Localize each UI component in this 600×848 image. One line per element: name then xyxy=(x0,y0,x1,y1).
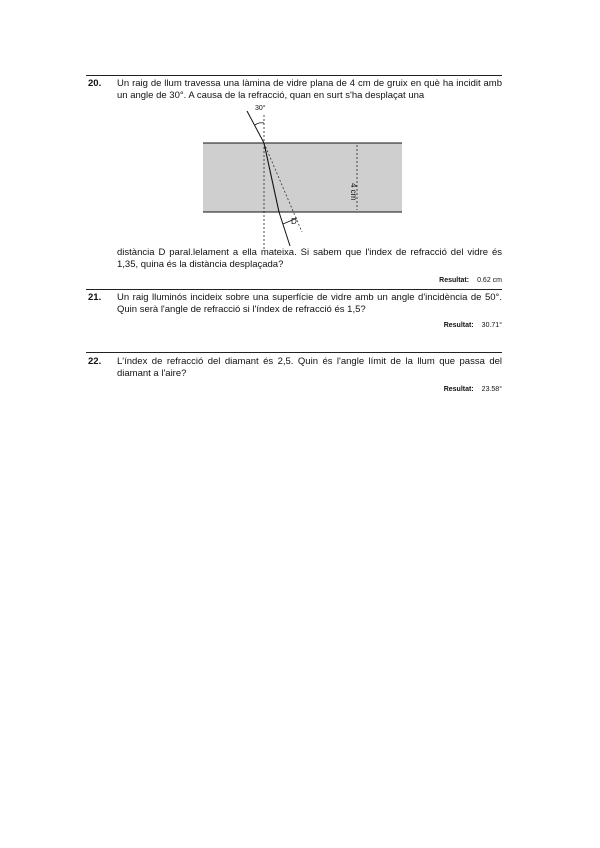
problem-21-number: 21. xyxy=(88,292,102,303)
problem-21-statement: Un raig lluminós incideix sobre una superfície de vidre amb un angle d'incidència de 50°. Quin serà l'angle de refracció si l'índex de refracció és 1,5? xyxy=(117,292,502,315)
glass-slab xyxy=(203,143,402,212)
problem-20-result xyxy=(439,277,502,284)
emergent-ray xyxy=(279,212,290,246)
result-label: Resultat: xyxy=(439,277,470,284)
result-value: 23.58° xyxy=(481,386,502,393)
displacement-label: D xyxy=(291,217,297,226)
problem-20-statement-part1: Un raig de llum travessa una làmina de vidre plana de 4 cm de gruix en què ha incidit amb un angle de 30°. A causa de la refracció, quan en surt s'ha desplaçat una xyxy=(117,78,502,101)
result-label: Resultat: xyxy=(443,386,474,393)
result-value: 0.62 cm xyxy=(477,277,502,284)
result-value: 30.71° xyxy=(481,322,502,329)
problem-21-top-rule xyxy=(86,289,502,290)
thickness-label: 4 cm xyxy=(349,183,358,201)
problem-22-top-rule xyxy=(86,352,502,353)
result-label: Resultat: xyxy=(443,322,474,329)
problem-22-statement: L'índex de refracció del diamant és 2,5. Quin és l'angle límit de la llum que passa del diamant a l'aire? xyxy=(117,356,502,379)
problem-20-number: 20. xyxy=(88,78,102,89)
problem-20-statement-part2: distància D paral.lelament a ella mateixa. Si sabem que l'index de refracció del vidre és 1,35, quina és la distància desplaçada? xyxy=(117,247,502,270)
problem-21-result xyxy=(444,322,502,329)
incident-ray xyxy=(247,111,264,143)
angle-arc xyxy=(255,123,264,125)
problem-22-result xyxy=(444,386,502,393)
problem-22-number: 22. xyxy=(88,356,102,367)
angle-label: 30° xyxy=(255,105,266,112)
